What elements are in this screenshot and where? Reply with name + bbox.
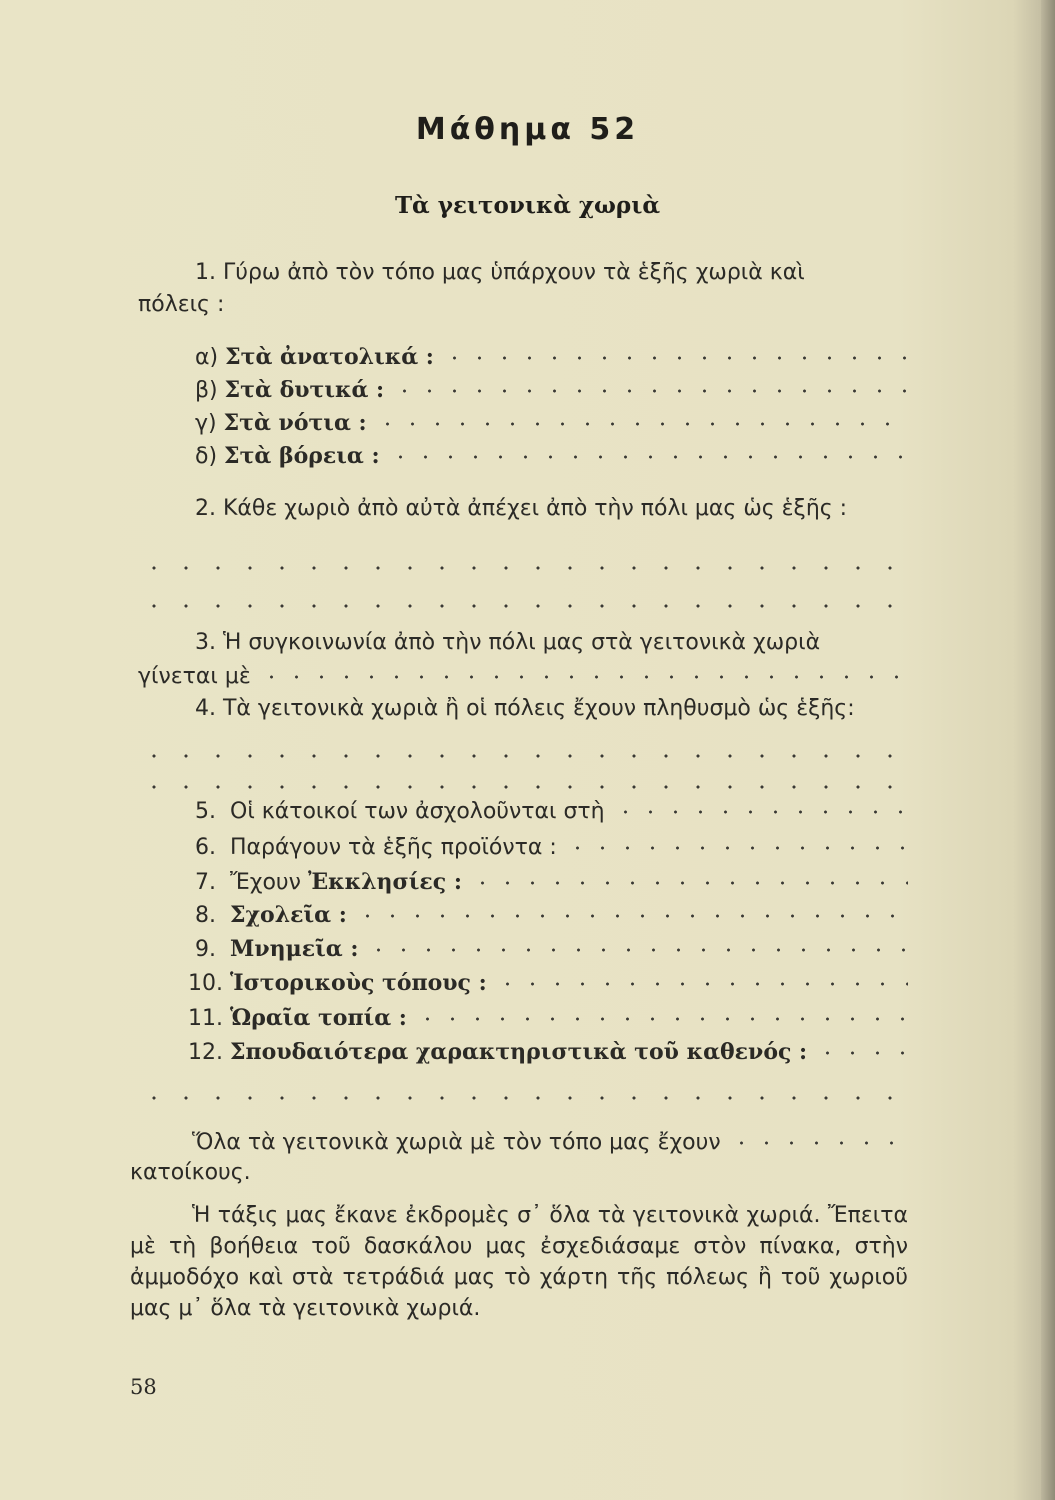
item-prefix: α) [195, 345, 219, 370]
item-label: Στὰ ἀνατολικά : [225, 344, 434, 370]
answer-dotted-line[interactable] [388, 454, 908, 460]
answer-dotted-line[interactable] [613, 809, 908, 815]
question-text: Ἱστορικοὺς τόπους : [230, 970, 487, 996]
question-3-text-cont: γίνεται μὲ [138, 664, 251, 689]
book-spine-shadow [1041, 0, 1055, 1500]
question-12 [188, 1037, 908, 1068]
excursion-text: Ἡ τάξις μας ἔκανε ἐκδρομὲς σ᾽ ὅλα τὰ γειτονικὰ χωριά. Ἔπειτα μὲ τὴ βοήθεια τοῦ δασκάλου μας ἐσχεδιάσαμε στὸν πίνακα, στὴν ἀμμοδόχο καὶ στὰ τετράδιά μας τὸ χάρτη τῆς πόλεως ἢ τοῦ χωριοῦ μας μ᾽ ὅλα τὰ γειτονικὰ χωριά. [130, 1203, 908, 1321]
question-8 [195, 900, 908, 931]
question-7 [195, 867, 908, 898]
answer-dotted-line[interactable] [392, 388, 908, 394]
lesson-title: Μάθημα 52 [415, 112, 640, 147]
answer-dotted-line[interactable] [138, 602, 908, 610]
item-prefix: β) [195, 378, 218, 403]
question-4-text: 4. Τὰ γειτονικὰ χωριὰ ἢ οἱ πόλεις ἔχουν πληθυσμὸ ὡς ἑξῆς: [195, 696, 855, 721]
answer-dotted-line[interactable] [565, 845, 908, 851]
question-text: Ὡραῖα τοπία : [230, 1005, 407, 1031]
summary-text: Ὅλα τὰ γειτονικὰ χωριὰ μὲ τὸν τόπο μας ἔχουν [192, 1130, 721, 1155]
question-number: 12. [188, 1040, 223, 1065]
answer-dotted-line[interactable] [442, 355, 908, 361]
question-number: 11. [188, 1006, 223, 1031]
item-prefix: δ) [195, 444, 218, 469]
question-number: 5. [195, 799, 216, 824]
answer-dotted-line[interactable] [259, 674, 908, 680]
question-text: Οἱ κάτοικοί των ἀσχολοῦνται στὴ [230, 799, 605, 824]
question-1-text-cont: πόλεις : [138, 292, 225, 317]
answer-dotted-line[interactable] [138, 1094, 908, 1102]
question-text: Μνημεῖα : [230, 936, 359, 962]
question-3-line-1 [195, 628, 908, 658]
question-11 [188, 1003, 908, 1034]
question-3-text: 3. Ἡ συγκοινωνία ἀπὸ τὴν πόλι μας στὰ γειτονικὰ χωριὰ [195, 630, 821, 655]
answer-dotted-line[interactable] [495, 981, 908, 987]
answer-dotted-line[interactable] [355, 913, 908, 919]
answer-dotted-line[interactable] [415, 1016, 908, 1022]
summary-line-1 [192, 1128, 908, 1158]
question-number: 9. [195, 937, 216, 962]
direction-item-south [195, 408, 908, 439]
question-prefix: Ἔχουν [230, 870, 301, 895]
answer-dotted-line[interactable] [470, 880, 908, 886]
question-1-text: 1. Γύρω ἀπὸ τὸν τόπο μας ὑπάρχουν τὰ ἑξῆς χωριὰ καὶ [195, 260, 805, 285]
question-number: 7. [195, 870, 216, 895]
question-5 [195, 797, 908, 827]
question-10 [188, 968, 908, 999]
question-text: Σπουδαιότερα χαρακτηριστικὰ τοῦ καθενός : [230, 1039, 808, 1065]
answer-dotted-line[interactable] [815, 1050, 908, 1056]
summary-line-2 [130, 1158, 900, 1188]
excursion-paragraph [130, 1200, 908, 1324]
question-number: 6. [195, 835, 216, 860]
answer-dotted-line[interactable] [729, 1140, 908, 1146]
answer-dotted-line[interactable] [138, 752, 908, 760]
question-text: Ἐκκλησίες : [307, 869, 462, 895]
question-2 [195, 494, 908, 524]
direction-item-north [195, 441, 908, 472]
answer-dotted-line[interactable] [138, 564, 908, 572]
answer-dotted-line[interactable] [375, 421, 908, 427]
lesson-subtitle: Τὰ γειτονικὰ χωριὰ [394, 192, 661, 219]
question-2-text: 2. Κάθε χωριὸ ἀπὸ αὐτὰ ἀπέχει ἀπὸ τὴν πόλι μας ὡς ἑξῆς : [195, 496, 848, 521]
item-label: Στὰ νότια : [223, 410, 367, 436]
question-3-line-2 [138, 662, 908, 692]
direction-item-west [195, 375, 908, 406]
item-prefix: γ) [195, 411, 217, 436]
item-label: Στὰ δυτικά : [224, 377, 385, 403]
page-number: 58 [130, 1375, 157, 1399]
summary-text-cont: κατοίκους. [130, 1160, 251, 1185]
question-1-line-1 [195, 258, 908, 288]
direction-item-east [195, 342, 908, 373]
question-number: 8. [195, 903, 216, 928]
question-text: Σχολεῖα : [230, 902, 347, 928]
question-number: 10. [188, 971, 223, 996]
answer-dotted-line[interactable] [138, 783, 908, 791]
question-4 [195, 694, 908, 724]
item-label: Στὰ βόρεια : [224, 443, 380, 469]
question-6 [195, 833, 908, 863]
question-text: Παράγουν τὰ ἑξῆς προϊόντα : [230, 835, 557, 860]
question-9 [195, 934, 908, 965]
question-1-line-2 [138, 290, 908, 320]
answer-dotted-line[interactable] [366, 947, 908, 953]
